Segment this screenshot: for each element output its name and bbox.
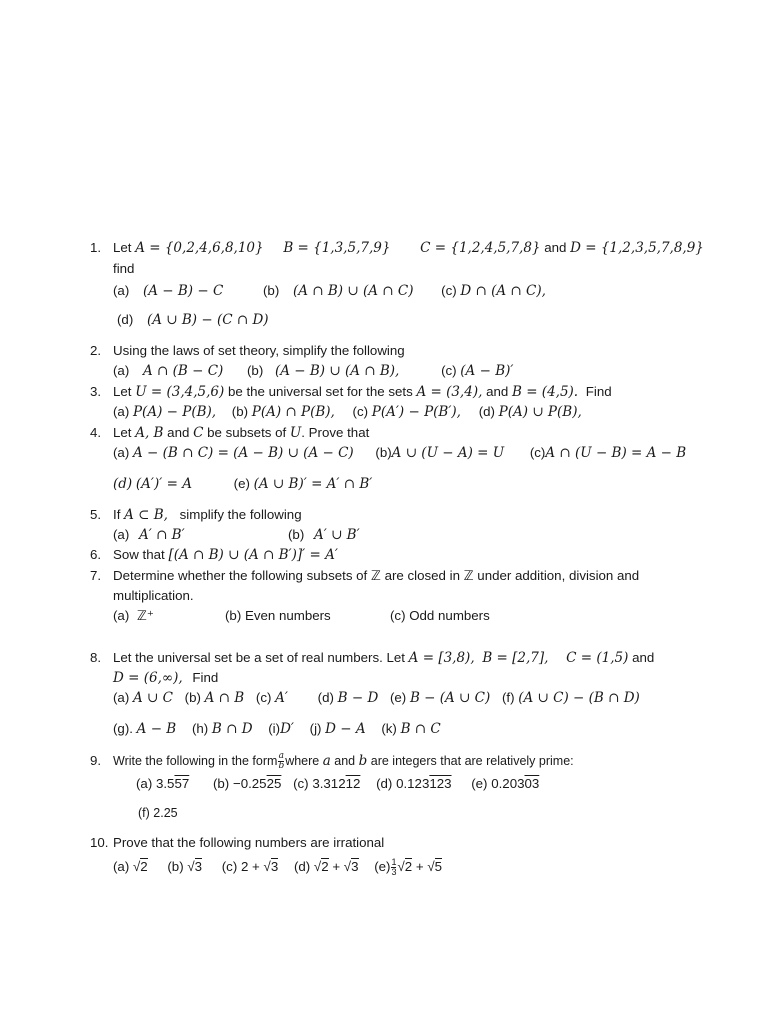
q9-text: Write the following in the form $\frac{a}{b}$ where a and b are integers that are relatively prime: (113, 751, 574, 772)
q8-number: 8. (90, 650, 102, 665)
q8-parts-1: (a) A ∪ C (b) A ∩ B (c) A′ (d) B − D (e) B − (A ∪ C) (f) (A ∪ C) − (B ∩ D) (113, 690, 640, 706)
q1-parts-abc: (a) (A − B) − C (b) (A ∩ B) ∪ (A ∩ C) (c) D ∩ (A ∩ C), (113, 283, 546, 299)
q2-number: 2. (90, 343, 102, 358)
q3-number: 3. (90, 384, 102, 399)
q5-number: 5. (90, 507, 102, 522)
q9-number: 9. (90, 753, 102, 768)
q7-part-a: (a) ℤ⁺ (113, 608, 154, 623)
fraction-a-over-b: $\frac{a}{b}$ (278, 751, 285, 772)
set-c: C = {1,2,4,5,7,8} (420, 240, 541, 256)
q2-parts: (a) A ∩ (B − C) (b) (A − B) ∪ (A ∩ B), (c) (A − B)′ (113, 363, 514, 379)
q5-text: If A ⊂ B, simplify the following (113, 507, 302, 523)
q10-parts: (a) √2 (b) √3 (c) 2 + √3 (d) √2 + √3 (e) $\frac{1}{3}$ √2 + √5 (113, 857, 443, 877)
q8-parts-2: (g). A − B (h) B ∩ D (i)D′ (j) D − A (k) B ∩ C (113, 721, 441, 737)
q8-text-2: D = (6,∞), Find (113, 670, 219, 686)
q4-parts-abc: (a) A − (B ∩ C) = (A − B) ∪ (A − C) (b)A ∪ (U − A) = U (c)A ∩ (U − B) = A − B (113, 445, 687, 461)
q10-number: 10. (90, 835, 109, 850)
q1-line: Let A = {0,2,4,6,8,10} B = {1,3,5,7,9} C = {1,2,4,5,7,8} and D = {1,2,3,5,7,8,9} (113, 240, 704, 256)
q8-text: Let the universal set be a set of real numbers. Let A = [3,8), B = [2,7], C = (1,5) and (113, 650, 655, 666)
set-d: D = {1,2,3,5,7,8,9} (570, 240, 704, 256)
q1-part-d: (d) (A ∪ B) − (C ∩ D) (117, 312, 269, 328)
q9-part-f: (f) 2.25 (138, 806, 178, 820)
q1-number: 1. (90, 240, 102, 255)
q3-parts: (a) P(A) − P(B), (b) P(A) ∩ P(B), (c) P(A′) − P(B′), (d) P(A) ∪ P(B), (113, 404, 582, 420)
q4-text: Let A, B and C be subsets of U. Prove that (113, 425, 370, 441)
q5-part-b: (b) A′ ∪ B′ (288, 527, 360, 543)
q10-text: Prove that the following numbers are irrational (113, 835, 385, 850)
q2-text: Using the laws of set theory, simplify the following (113, 343, 405, 358)
q9-parts: (a) 3.557 (b) −0.2525 (c) 3.31212 (d) 0.123123 (e) 0.20303 (136, 776, 540, 791)
q4-number: 4. (90, 425, 102, 440)
q3-text: Let U = (3,4,5,6) be the universal set for the sets A = (3,4), and B = (4,5). Find (113, 384, 612, 400)
q7-part-c: (c) Odd numbers (390, 608, 490, 623)
q6-number: 6. (90, 547, 102, 562)
q4-parts-de: (d) (A′)′ = A (e) (A ∪ B)′ = A′ ∩ B′ (113, 476, 373, 492)
q7-part-b: (b) Even numbers (225, 608, 331, 623)
q6-text: Sow that [(A ∩ B) ∪ (A ∩ B′)]′ = A′ (113, 547, 338, 563)
q7-text-2: multiplication. (113, 588, 194, 603)
set-a: A = {0,2,4,6,8,10} (135, 240, 264, 256)
fraction-one-third: $\frac{1}{3}$ (391, 857, 397, 877)
q5-part-a: (a) A′ ∩ B′ (113, 527, 185, 543)
q7-number: 7. (90, 568, 102, 583)
set-b: B = {1,3,5,7,9} (283, 240, 391, 256)
q7-text: Determine whether the following subsets of ℤ are closed in ℤ under addition, division and (113, 568, 640, 583)
q1-find: find (113, 261, 135, 276)
